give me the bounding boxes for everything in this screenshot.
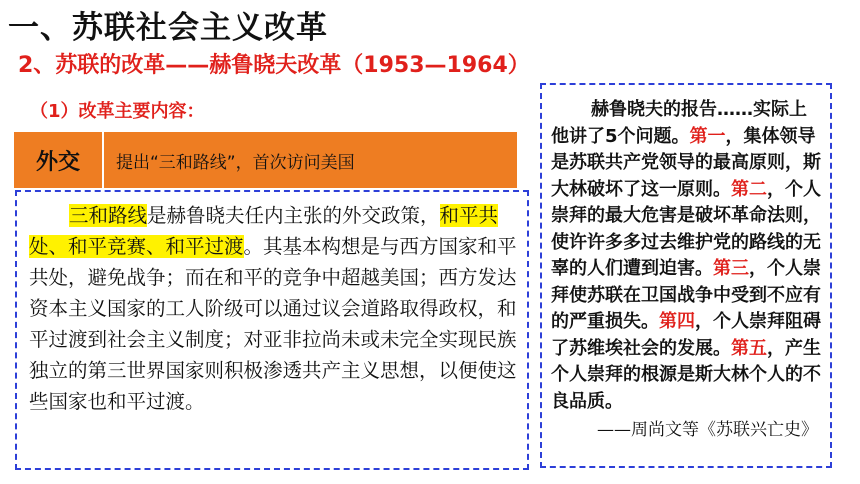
- section-subheading: 2、苏联的改革——赫鲁晓夫改革（1953—1964）: [18, 53, 530, 78]
- point-5-text: ，产生个人崇拜的根源是斯大林个人的不良品质。: [551, 337, 821, 412]
- passage-text-2: 。其基本构想是与西方国家和平共处，避免战争；而在和平的竞争中超越美国；西方发达资本主义国家的工人阶级可以通过议会道路取得政权，和平过渡到社会主义制度；对亚非拉尚未或未完全实现民族独立的第三世界国家则积极渗透共产主义思想，以便使这些国家也和平过渡。: [29, 235, 517, 413]
- page-heading: 一、苏联社会主义改革: [8, 10, 328, 46]
- point-3-label: 第三: [713, 258, 749, 279]
- quote-source: ——周尚文等《苏联兴亡史》: [597, 420, 818, 440]
- point-1-label: 第一: [689, 125, 726, 147]
- point-1-text: ，集体领导是苏联共产党领导的最高原则，斯大林破坏了这一原则。: [551, 125, 821, 200]
- highlight-phrase: 和平共处、和平竞赛、和平过渡: [29, 204, 499, 258]
- passage-text-1: 是赫鲁晓夫任内主张的外交政策，: [147, 204, 440, 227]
- quote-intro: 赫鲁晓夫的报告……实际上他讲了5个问题。: [551, 99, 807, 147]
- three-peace-passage: [15, 190, 529, 470]
- point-3-text: ，个人崇拜使苏联在卫国战争中受到不应有的严重损失。: [551, 258, 821, 332]
- point-2-label: 第二: [731, 178, 767, 200]
- subsection-label: （1）改革主要内容：: [30, 101, 205, 122]
- policy-category-cell: 外交: [14, 132, 104, 188]
- policy-table: [14, 132, 517, 188]
- point-4-text: ，个人崇拜阻碍了苏维埃社会的发展。: [551, 311, 821, 359]
- highlight-term: 三和路线: [69, 204, 148, 227]
- point-2-text: ，个人崇拜的最大危害是破坏革命法则，使许许多多过去维护党的路线的无辜的人们遭到迫害。: [551, 178, 821, 279]
- policy-content-cell: 提出“三和路线”，首次访问美国: [116, 152, 355, 173]
- khrushchev-report-quote: [540, 83, 832, 468]
- point-4-label: 第四: [659, 311, 695, 332]
- point-5-label: 第五: [731, 337, 767, 359]
